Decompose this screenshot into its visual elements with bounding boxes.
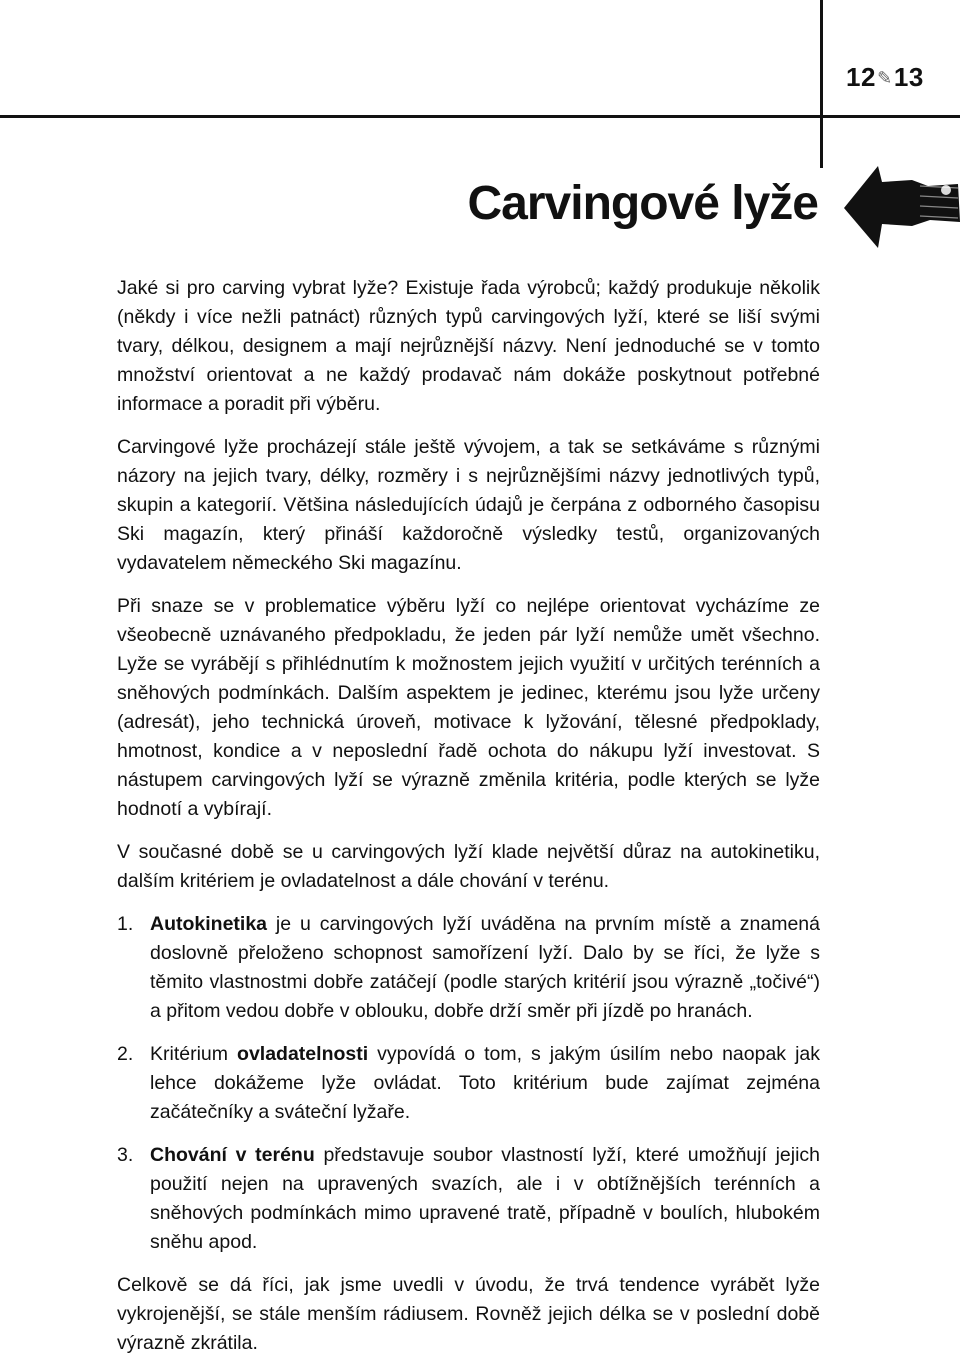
chapter-title: Carvingové lyže: [467, 177, 818, 230]
paragraph-selection: Při snaze se v problematice výběru lyží co nejlépe orientovat vycházíme ze všeobecně uznávaného předpokladu, že jeden pár lyží nemůže umět všechno. Lyže se vyrábějí s přihlédnutím k možnostem jejich využití v určitých terénních a sněhových podmínkách. Dalším aspektem je jedinec, kterému jsou lyže určeny (adresát), jeho technická úroveň, motivace k lyžování, tělesné předpoklady, hmotnost, kondice a v neposlední řadě ochota do nákupu lyží investovat. S nástupem carvingových lyží se výrazně změnila kritéria, podle kterých se lyže hodnotí a vybírají.: [117, 595, 820, 820]
list-item: [117, 910, 820, 1026]
paragraph-intro: Jaké si pro carving vybrat lyže? Existuje řada výrobců; každý produkuje několik (někdy i více nežli patnáct) různých typů carvingových lyží, které se liší svými tvary, délkou, designem a mají nejrůznější názvy. Není jednoduché se v tomto množství orientovat a ne každý prodavač nám dokáže poskytnout potřebné informace a poradit při výběru.: [117, 277, 820, 415]
page-numbers: [846, 62, 924, 93]
list-term: ovladatelnosti: [237, 1043, 369, 1065]
list-number: 3.: [117, 1144, 134, 1166]
list-term: Autokinetika: [150, 913, 268, 935]
paragraph-criteria: V současné době se u carvingových lyží klade největší důraz na autokinetiku, dalším kritériem je ovladatelnost a dále chování v terénu.: [117, 841, 820, 892]
list-item: [117, 1040, 820, 1127]
list-term: Chování v terénu: [150, 1144, 315, 1166]
list-item: [117, 1141, 820, 1257]
page-separator-icon: ✎: [877, 68, 893, 88]
list-text-pre: Kritérium: [150, 1043, 238, 1065]
main-text: [117, 274, 820, 1372]
page-number-left: 12: [846, 62, 876, 92]
list-text: vypovídá o tom, s jakým úsilím nebo naopak jak lehce dokážeme lyže ovládat. Toto kritérium bude zajímat zejména začátečníky a sváteční lyžaře.: [150, 1043, 820, 1123]
list-number: 2.: [117, 1043, 134, 1065]
paragraph-development: Carvingové lyže procházejí stále ještě vývojem, a tak se setkáváme s různými názory na jejich tvary, délky, rozměry i s nejrůznějšími názvy jednotlivých typů, skupin a kategorií. Většina následujících údajů je čerpána z odborného časopisu Ski magazín, který přináší každoročně výsledky testů, organizovaných vydavatelem německého Ski magazínu.: [117, 436, 820, 574]
paragraph-closing: Celkově se dá říci, jak jsme uvedli v úvodu, že trvá tendence vyrábět lyže vykrojenější, se stále menším rádiusem. Rovněž jejich délka se v poslední době výrazně zkrátila.: [117, 1274, 820, 1354]
page-number-right: 13: [893, 62, 924, 92]
vertical-rule: [820, 0, 823, 168]
criteria-list: [117, 910, 820, 1257]
list-number: 1.: [117, 913, 134, 935]
list-text: je u carvingových lyží uváděna na prvním místě a znamená doslovně přeloženo schopnost samořízení lyží. Dalo by se říci, že lyže s těmito vlastnostmi dobře zatáčejí (podle starých kritérií jsou výrazně „točivé“) a přitom vedou dobře v oblouku, dobře drží směr při jízdě po hranách.: [150, 913, 820, 1022]
pointing-hand-arrow-icon: [842, 160, 960, 252]
list-text: představuje soubor vlastností lyží, které umožňují jejich použití nejen na upravených svazích, ale i v obtížnějších terénních a sněhových podmínkách mimo upravené tratě, případně v boulích, hlubokém sněhu apod.: [150, 1144, 821, 1253]
header-rule: [0, 115, 960, 118]
